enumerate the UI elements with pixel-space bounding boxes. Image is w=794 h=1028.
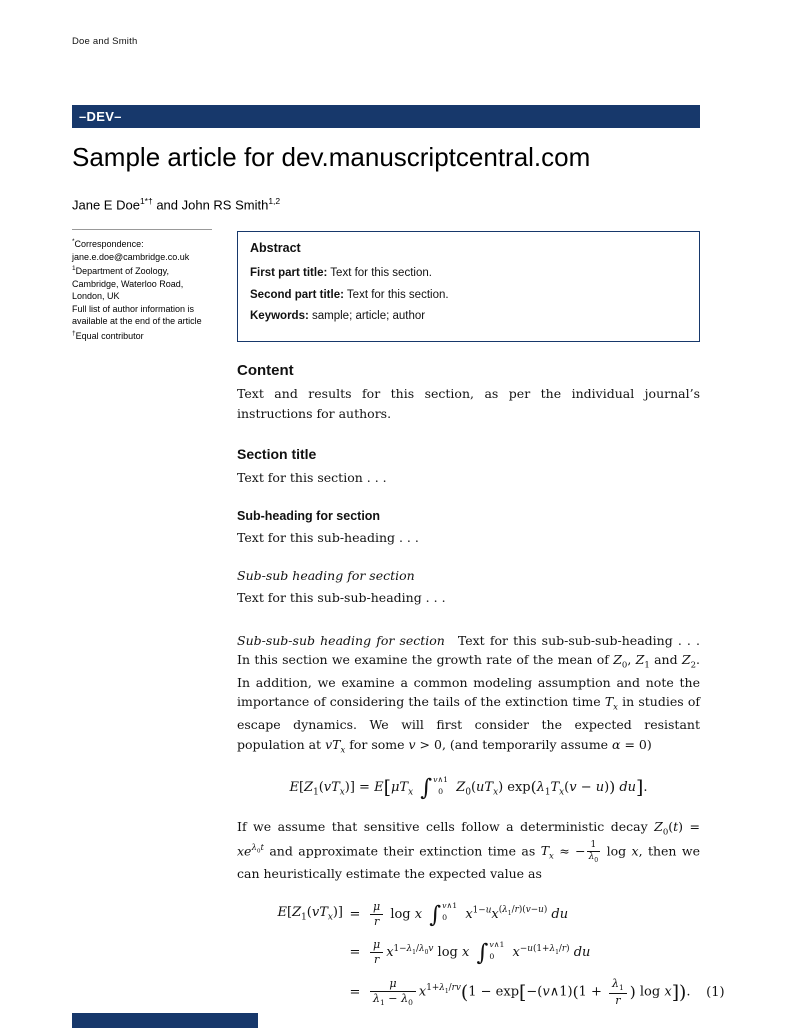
- abstract-item-label: Second part title:: [250, 288, 344, 301]
- subsection-paragraph: Text for this sub-heading . . .: [237, 529, 419, 545]
- abstract-item-label: Keywords:: [250, 310, 309, 323]
- sidebar-line-affiliation-2: Cambridge, Waterloo Road,: [72, 278, 184, 289]
- article-title: Sample article for dev.manuscriptcentral.com: [72, 142, 591, 172]
- subsection-heading: Sub-heading for section: [237, 508, 381, 523]
- abstract-item-label: First part title:: [250, 267, 328, 279]
- authors-line: Jane E Doe$^{1*\dagger}$ and John RS Smith$^{1,2}$: [72, 196, 281, 213]
- content-paragraph: Text and results for this section, as per the individual journal’s instructions for authors.: [237, 386, 700, 421]
- abstract-box: [237, 231, 700, 342]
- equation-lhs: $E[Z_1(vT_x)]$: [277, 905, 343, 923]
- correspondence-sidebar: [72, 229, 222, 342]
- estimate-paragraph: If we assume that sensitive cells follow a deterministic decay $Z_0(t) = xe^{\lambda_0t}$ and approximate their extinction time as $T_x$ ≈ − $\frac{1}{\lambda_0}$ log x, then we can heuristically estimate the expected value as: [237, 819, 700, 882]
- equation-number: (1): [706, 984, 725, 1000]
- abstract-item-text: Text for this section.: [343, 288, 449, 301]
- runin-text: Text for this sub-sub-sub-heading . . . In this section we examine the growth rate of the mean of $Z_0$, $Z_1$ and $Z_2$. In addition, we examine a common modeling assumption and note the importance of considering the tails of the extinction time $T_x$ in studies of escape dynamics. We will first consider the expected resistant population at $vT_x$ for some v > 0, (and temporarily assume α = 0): [237, 632, 701, 755]
- dev-banner: [72, 105, 700, 128]
- abstract-item-second-part: [250, 287, 687, 304]
- sidebar-line-affiliation-3: London, UK: [72, 291, 120, 301]
- equation-rhs-row-1: $\frac{\mu}{r}$ log x ∫ v∧1 0 $x^{1-u}x^{(\lambda_1/r)(v-u)}$ du: [367, 900, 691, 929]
- equation-rhs-row-2: $\frac{\mu}{r}$ $x^{1-\lambda_1/\lambda_0v}$ log x ∫ v∧1 0 $x^{-u(1+\lambda_1/r)}$ du: [367, 938, 691, 967]
- abstract-item-keywords: [250, 308, 687, 325]
- sidebar-line-equal-contributor: †Equal contributor: [72, 329, 144, 341]
- sidebar-line-note-1: Full list of author information is: [72, 303, 195, 314]
- sidebar-line-correspondence: *Correspondence:: [72, 238, 144, 249]
- equals-sign: =: [349, 906, 361, 922]
- running-head: Doe and Smith: [72, 36, 138, 47]
- aligned-equations: [237, 899, 725, 1008]
- section-paragraph: Text for this section . . .: [237, 470, 387, 485]
- equals-sign: =: [349, 945, 361, 961]
- sidebar-line-email: jane.e.doe@cambridge.co.uk: [72, 251, 190, 262]
- abstract-heading: Abstract: [250, 241, 301, 255]
- abstract-item-text: sample; article; author: [308, 310, 426, 323]
- article-body: [237, 362, 725, 1007]
- dev-banner-label: –DEV–: [79, 109, 122, 124]
- equals-sign: =: [349, 984, 361, 1000]
- display-equation: $E[Z_1(vT_x)] = E[\mu T_x$ ∫ v∧1 0 $Z_0(uT_x) \exp(\lambda_1T_x(v - u))$ du].: [289, 774, 648, 802]
- content-heading: Content: [237, 362, 294, 379]
- equation-rhs-row-3: $\frac{\mu}{\lambda_1 - \lambda_0}$ $x^{1+\lambda_1/rv}(1$ − exp[−(v∧1)(1 + $\frac{\lambda_1}{r}$ ) log x]).: [367, 977, 691, 1007]
- sidebar-divider: [72, 229, 212, 230]
- sidebar-line-note-2: available at the end of the article: [72, 316, 202, 326]
- subsubsection-heading: Sub-sub heading for section: [237, 568, 415, 583]
- abstract-item-first-part: [250, 265, 687, 282]
- abstract-item-text: Text for this section.: [327, 267, 432, 279]
- runin-heading: Sub-sub-sub heading for section: [237, 632, 445, 648]
- runin-paragraph: [237, 631, 700, 758]
- sidebar-line-affiliation-1: $^1$Department of Zoology,: [72, 265, 170, 276]
- subsubsection-paragraph: Text for this sub-sub-heading . . .: [237, 590, 446, 605]
- footer-bar: [72, 1013, 258, 1028]
- section-heading: Section title: [237, 446, 317, 462]
